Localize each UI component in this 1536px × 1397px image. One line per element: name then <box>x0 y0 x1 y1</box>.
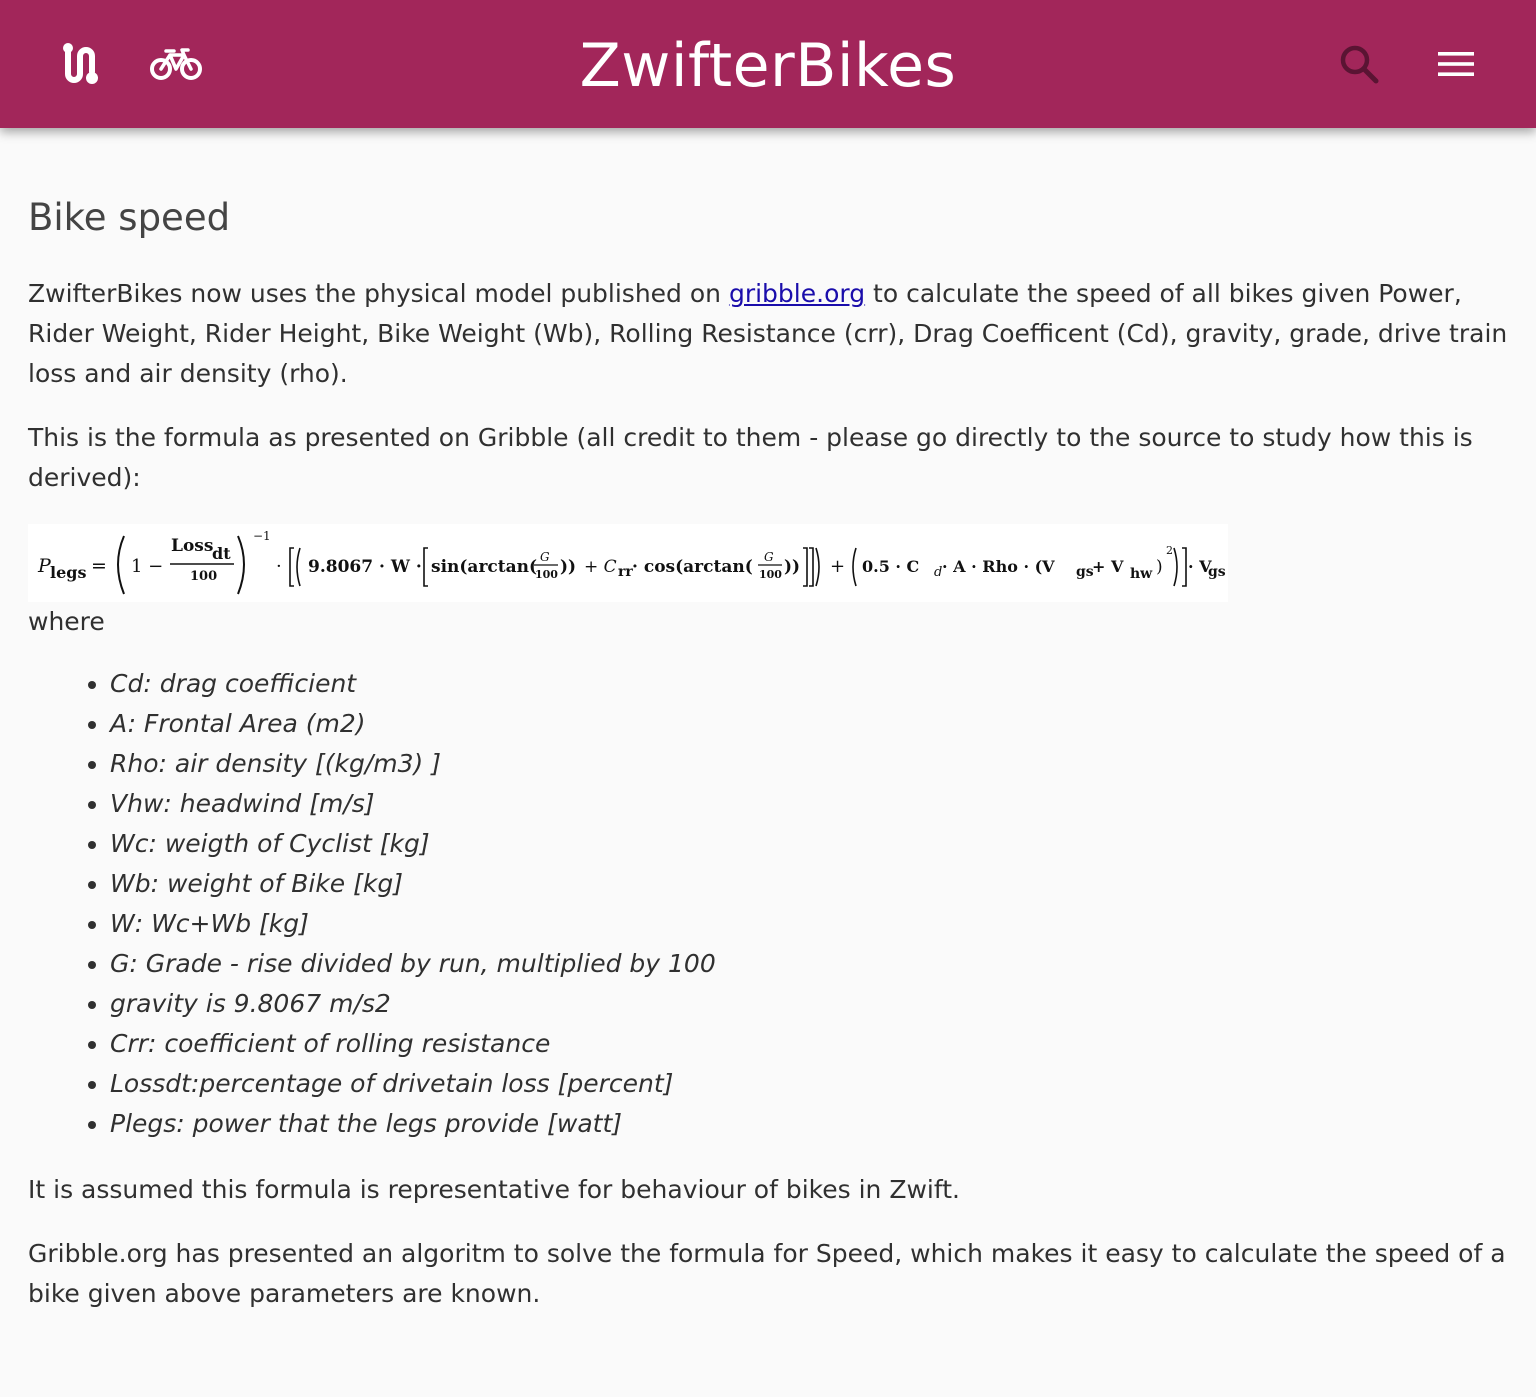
formula-cos-part: · cos(arctan( <box>632 557 753 577</box>
app-bar <box>0 0 1536 128</box>
app-title: ZwifterBikes <box>579 31 957 101</box>
formula-final-sub: gs <box>1208 564 1226 580</box>
formula-cd-sub: d <box>934 565 943 580</box>
formula-intro: This is the formula as presented on Gribble (all credit to them - please go directly to the source to study how this is derived): <box>28 423 1473 492</box>
formula-eq: = <box>91 555 107 577</box>
intro-text-end: to calculate the speed of all bikes given Power, Rider Weight, Rider Height, Bike Weight (Wb), Rolling Resistance (crr), Drag Coefficent (Cd), gravity, grade, drive train loss and air density (rho). <box>28 279 1508 388</box>
formula-vhw-sub: hw <box>1130 566 1153 582</box>
list-item: • G: Grade - rise divided by run, multiplied by 100 <box>110 944 1512 984</box>
search-icon[interactable] <box>1334 0 1384 128</box>
formula-lhs-sub: legs <box>50 563 87 582</box>
formula-g-den-2: 100 <box>759 568 782 581</box>
formula-loss-den: 100 <box>190 569 218 584</box>
parameter-list <box>28 664 1512 1144</box>
intro-text-start: ZwifterBikes now uses the physical model published on <box>28 279 729 308</box>
formula-loss-num: Loss <box>171 536 214 556</box>
formula-lhs: P <box>38 555 51 577</box>
formula-crr-sub: rr <box>618 564 633 580</box>
list-item: • Cd: drag coefficient <box>110 664 1512 704</box>
menu-icon[interactable] <box>1430 0 1482 128</box>
list-item: • gravity is 9.8067 m/s2 <box>110 984 1512 1024</box>
formula-plus-crr: + C <box>584 557 617 577</box>
formula-loss-sub: dt <box>212 544 231 563</box>
list-item: • Lossdt:percentage of drivetain loss [percent] <box>110 1064 1512 1104</box>
list-item: • W: Wc+Wb [kg] <box>110 904 1512 944</box>
formula-plus-v: + V <box>1092 557 1124 576</box>
list-item: • A: Frontal Area (m2) <box>110 704 1512 744</box>
formula-close-3: ) <box>1156 557 1163 577</box>
intro-paragraph <box>28 274 1512 394</box>
formula-g-den-1: 100 <box>535 568 558 581</box>
list-item: • Crr: coefficient of rolling resistance <box>110 1024 1512 1064</box>
formula-exp: −1 <box>253 529 271 543</box>
list-item: • Wb: weight of Bike [kg] <box>110 864 1512 904</box>
gribble-link[interactable]: gribble.org <box>728 279 866 308</box>
main-content <box>28 128 1512 1314</box>
formula-dot: · <box>276 556 282 577</box>
formula-plus: + <box>830 556 846 577</box>
formula-image <box>28 524 1228 602</box>
where-label: where <box>28 607 105 636</box>
list-item: • Plegs: power that the legs provide [watt] <box>110 1104 1512 1144</box>
list-item: • Rho: air density [(kg/m3) ] <box>110 744 1512 784</box>
formula-one-minus: 1 − <box>131 556 164 577</box>
formula-g-num-1: G <box>540 550 550 564</box>
formula-term2-mid: · A · Rho · (V <box>942 557 1055 576</box>
list-item: • Wc: weigth of Cyclist [kg] <box>110 824 1512 864</box>
formula-term2-start: 0.5 · C <box>862 557 920 576</box>
formula-sin-part: sin(arctan( <box>431 557 538 577</box>
page-title: Bike speed <box>28 196 231 239</box>
formula-term1-start: 9.8067 · W · <box>308 557 422 577</box>
formula-close-1: )) <box>560 557 577 577</box>
formula-close-2: )) <box>784 557 801 577</box>
list-item: • Vhw: headwind [m/s] <box>110 784 1512 824</box>
algorithm-paragraph: Gribble.org has presented an algoritm to solve the formula for Speed, which makes it easy to calculate the speed of a bike given above parameters are known. <box>28 1239 1506 1308</box>
formula-final-v: · V <box>1188 557 1212 576</box>
formula-g-num-2: G <box>764 550 774 564</box>
assumption-paragraph: It is assumed this formula is representative for behaviour of bikes in Zwift. <box>28 1175 960 1204</box>
formula-vgs-sub: gs <box>1076 564 1094 580</box>
formula-sq: 2 <box>1166 544 1173 557</box>
